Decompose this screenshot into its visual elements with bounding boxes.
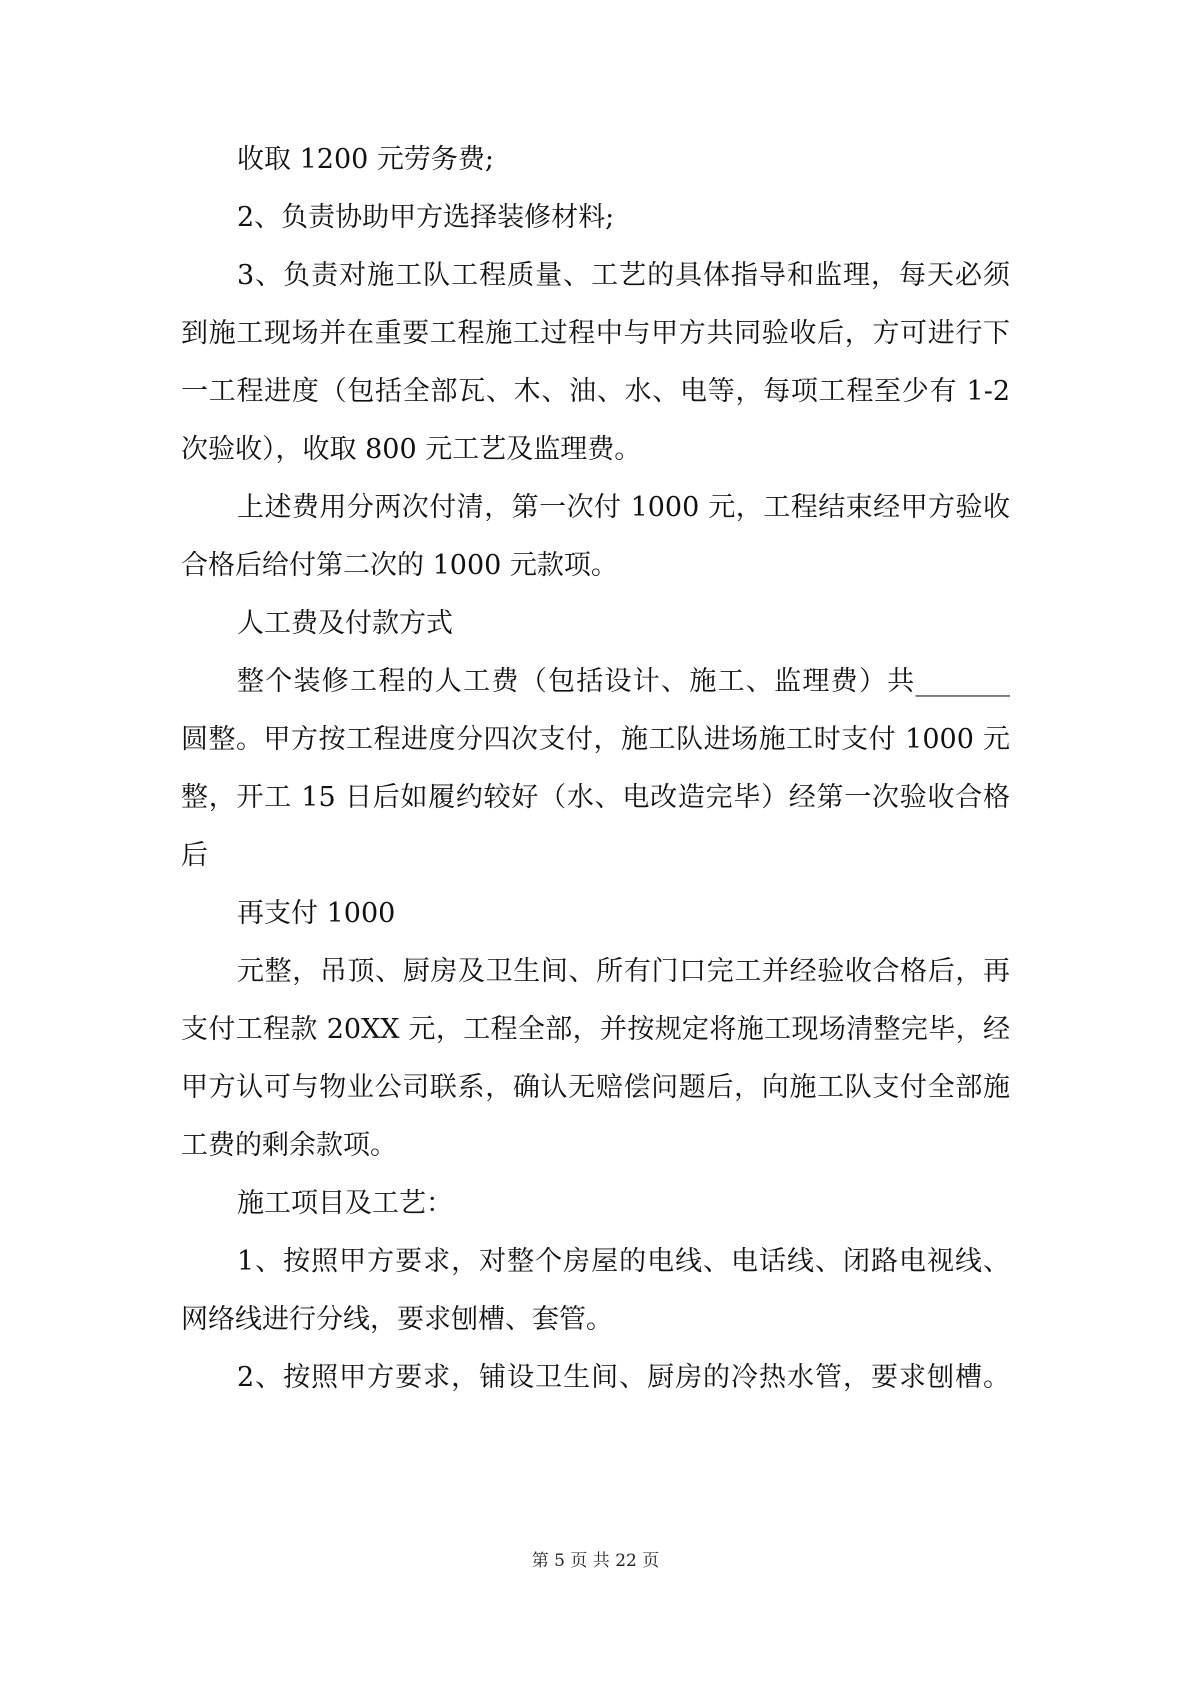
text-line: 2、按照甲方要求，铺设卫生间、厨房的冷热水管，要求刨槽。 — [237, 1362, 1010, 1393]
text-line: 整个装修工程的人工费（包括设计、施工、监理费）共_______ — [237, 666, 1010, 697]
section-heading: 施工项目及工艺： — [237, 1188, 453, 1219]
text-line: 整，开工 15 日后如履约较好（水、电改造完毕）经第一次验收合格 — [181, 782, 1010, 813]
text-line: 3、负责对施工队工程质量、工艺的具体指导和监理，每天必须 — [237, 260, 1010, 291]
text-line: 一工程进度（包括全部瓦、木、油、水、电等，每项工程至少有 1-2 — [181, 376, 1010, 407]
text-line: 圆整。甲方按工程进度分四次支付，施工队进场施工时支付 1000 元 — [181, 724, 1010, 755]
text-line: 再支付 1000 — [237, 898, 396, 929]
page-number: 第 5 页 共 22 页 — [531, 1551, 660, 1571]
text-line: 工费的剩余款项。 — [181, 1130, 397, 1161]
text-line: 收取 1200 元劳务费; — [237, 144, 494, 175]
text-line: 到施工现场并在重要工程施工过程中与甲方共同验收后，方可进行下 — [181, 318, 1010, 349]
text-line: 上述费用分两次付清，第一次付 1000 元，工程结束经甲方验收 — [237, 492, 1010, 523]
text-line: 2、负责协助甲方选择装修材料; — [237, 202, 615, 233]
text-line: 网络线进行分线，要求刨槽、套管。 — [181, 1304, 613, 1335]
text-line: 元整，吊顶、厨房及卫生间、所有门口完工并经验收合格后，再 — [237, 956, 1010, 987]
text-line: 后 — [181, 840, 208, 871]
text-line: 次验收），收取 800 元工艺及监理费。 — [181, 434, 642, 465]
text-line: 1、按照甲方要求，对整个房屋的电线、电话线、闭路电视线、 — [237, 1246, 1010, 1277]
text-line: 支付工程款 20XX 元，工程全部，并按规定将施工现场清整完毕，经 — [181, 1014, 1010, 1045]
text-line: 合格后给付第二次的 1000 元款项。 — [181, 550, 618, 581]
section-heading: 人工费及付款方式 — [237, 608, 453, 639]
text-line: 甲方认可与物业公司联系，确认无赔偿问题后，向施工队支付全部施 — [181, 1072, 1010, 1103]
